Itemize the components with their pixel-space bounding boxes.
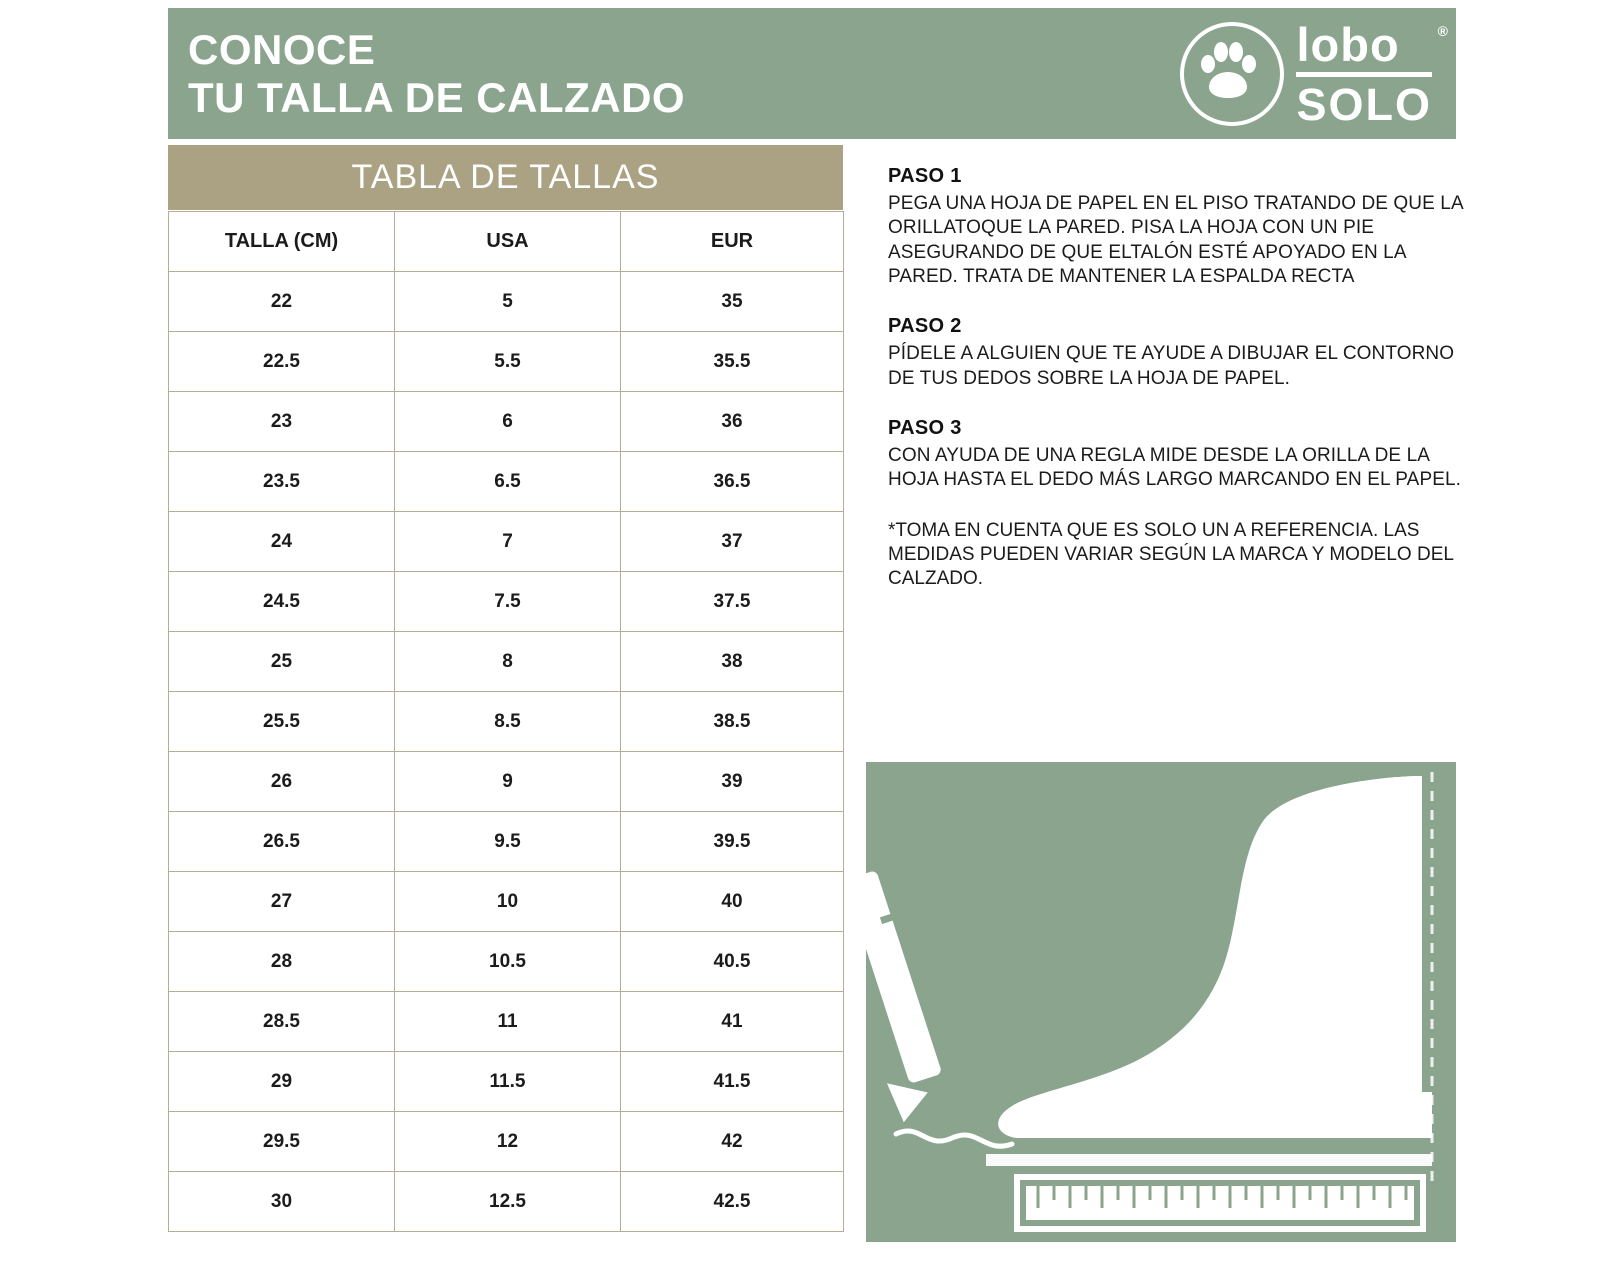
step-1 <box>888 165 1463 289</box>
table-row <box>169 992 844 1052</box>
instructions-panel <box>888 165 1463 591</box>
cell-usa: 10 <box>395 872 621 932</box>
table-row <box>169 332 844 392</box>
cell-cm: 23 <box>169 392 395 452</box>
size-table <box>168 211 844 1232</box>
cell-eur: 41.5 <box>621 1052 844 1112</box>
logo-divider <box>1296 72 1432 77</box>
cell-eur: 42.5 <box>621 1172 844 1232</box>
cell-eur: 41 <box>621 992 844 1052</box>
table-row <box>169 572 844 632</box>
brand-logo <box>1180 17 1456 130</box>
cell-usa: 7 <box>395 512 621 572</box>
table-row <box>169 1172 844 1232</box>
table-row <box>169 632 844 692</box>
cell-cm: 25 <box>169 632 395 692</box>
header-banner <box>168 8 1456 139</box>
cell-eur: 38 <box>621 632 844 692</box>
cell-usa: 8 <box>395 632 621 692</box>
step-2-title: PASO 2 <box>888 315 962 338</box>
cell-eur: 36.5 <box>621 452 844 512</box>
cell-usa: 12 <box>395 1112 621 1172</box>
column-header-usa: USA <box>395 212 621 272</box>
cell-eur: 42 <box>621 1112 844 1172</box>
foot-measuring-illustration <box>866 762 1456 1242</box>
step-1-text: PEGA UNA HOJA DE PAPEL EN EL PISO TRATANDO DE QUE LA ORILLATOQUE LA PARED. PISA LA HOJA CON UN PIE ASEGURANDO DE QUE ELTALÓN ESTÉ APOYADO EN LA PARED. TRATA DE MANTENER LA ESPALDA RECTA <box>888 193 1463 287</box>
table-row <box>169 1052 844 1112</box>
cell-cm: 24 <box>169 512 395 572</box>
cell-usa: 9 <box>395 752 621 812</box>
cell-eur: 39.5 <box>621 812 844 872</box>
cell-usa: 7.5 <box>395 572 621 632</box>
cell-eur: 37.5 <box>621 572 844 632</box>
cell-cm: 30 <box>169 1172 395 1232</box>
cell-usa: 11.5 <box>395 1052 621 1112</box>
step-3-text: CON AYUDA DE UNA REGLA MIDE DESDE LA ORILLA DE LA HOJA HASTA EL DEDO MÁS LARGO MARCANDO EN EL PAPEL. <box>888 444 1462 491</box>
cell-eur: 40 <box>621 872 844 932</box>
cell-eur: 35.5 <box>621 332 844 392</box>
cell-eur: 35 <box>621 272 844 332</box>
step-3-title: PASO 3 <box>888 416 962 439</box>
cell-cm: 28.5 <box>169 992 395 1052</box>
table-row <box>169 272 844 332</box>
step-1-title: PASO 1 <box>888 165 962 187</box>
logo-wordmark <box>1296 17 1448 130</box>
logo-word-lobo: lobo <box>1296 17 1400 71</box>
table-row <box>169 872 844 932</box>
step-2 <box>888 315 1463 391</box>
column-header-cm: TALLA (CM) <box>169 212 395 272</box>
cell-cm: 26.5 <box>169 812 395 872</box>
cell-cm: 28 <box>169 932 395 992</box>
registered-trademark-icon: ® <box>1437 22 1448 39</box>
cell-usa: 5.5 <box>395 332 621 392</box>
cell-eur: 38.5 <box>621 692 844 752</box>
wolf-paw-icon <box>1180 22 1284 126</box>
table-row <box>169 1112 844 1172</box>
cell-usa: 9.5 <box>395 812 621 872</box>
cell-eur: 40.5 <box>621 932 844 992</box>
step-2-text: PÍDELE A ALGUIEN QUE TE AYUDE A DIBUJAR EL CONTORNO DE TUS DEDOS SOBRE LA HOJA DE PAPEL. <box>888 343 1455 389</box>
cell-cm: 22 <box>169 272 395 332</box>
page-title <box>168 26 685 120</box>
cell-usa: 10.5 <box>395 932 621 992</box>
logo-word-solo: SOLO <box>1296 78 1432 130</box>
cell-usa: 5 <box>395 272 621 332</box>
cell-usa: 6.5 <box>395 452 621 512</box>
table-row <box>169 752 844 812</box>
table-row <box>169 392 844 452</box>
pencil-icon <box>866 870 942 1123</box>
cell-cm: 29.5 <box>169 1112 395 1172</box>
page-title-line-1: CONOCE <box>188 26 376 74</box>
cell-cm: 27 <box>169 872 395 932</box>
cell-cm: 22.5 <box>169 332 395 392</box>
cell-eur: 37 <box>621 512 844 572</box>
table-row <box>169 932 844 992</box>
table-row <box>169 452 844 512</box>
table-band-title: TABLA DE TALLAS <box>168 145 843 210</box>
cell-usa: 8.5 <box>395 692 621 752</box>
reference-note: *TOMA EN CUENTA QUE ES SOLO UN A REFERENCIA. LAS MEDIDAS PUEDEN VARIAR SEGÚN LA MARCA Y MODELO DEL CALZADO. <box>888 519 1454 590</box>
cell-cm: 24.5 <box>169 572 395 632</box>
cell-cm: 25.5 <box>169 692 395 752</box>
cell-cm: 29 <box>169 1052 395 1112</box>
cell-usa: 12.5 <box>395 1172 621 1232</box>
cell-cm: 26 <box>169 752 395 812</box>
cell-usa: 11 <box>395 992 621 1052</box>
cell-eur: 36 <box>621 392 844 452</box>
cell-cm: 23.5 <box>169 452 395 512</box>
cell-eur: 39 <box>621 752 844 812</box>
table-row <box>169 512 844 572</box>
table-row <box>169 812 844 872</box>
cell-usa: 6 <box>395 392 621 452</box>
ruler-icon <box>1014 1174 1426 1232</box>
page-title-line-2: TU TALLA DE CALZADO <box>188 73 686 121</box>
table-header-row <box>169 212 844 272</box>
step-3 <box>888 417 1463 493</box>
table-row <box>169 692 844 752</box>
column-header-eur: EUR <box>621 212 844 272</box>
